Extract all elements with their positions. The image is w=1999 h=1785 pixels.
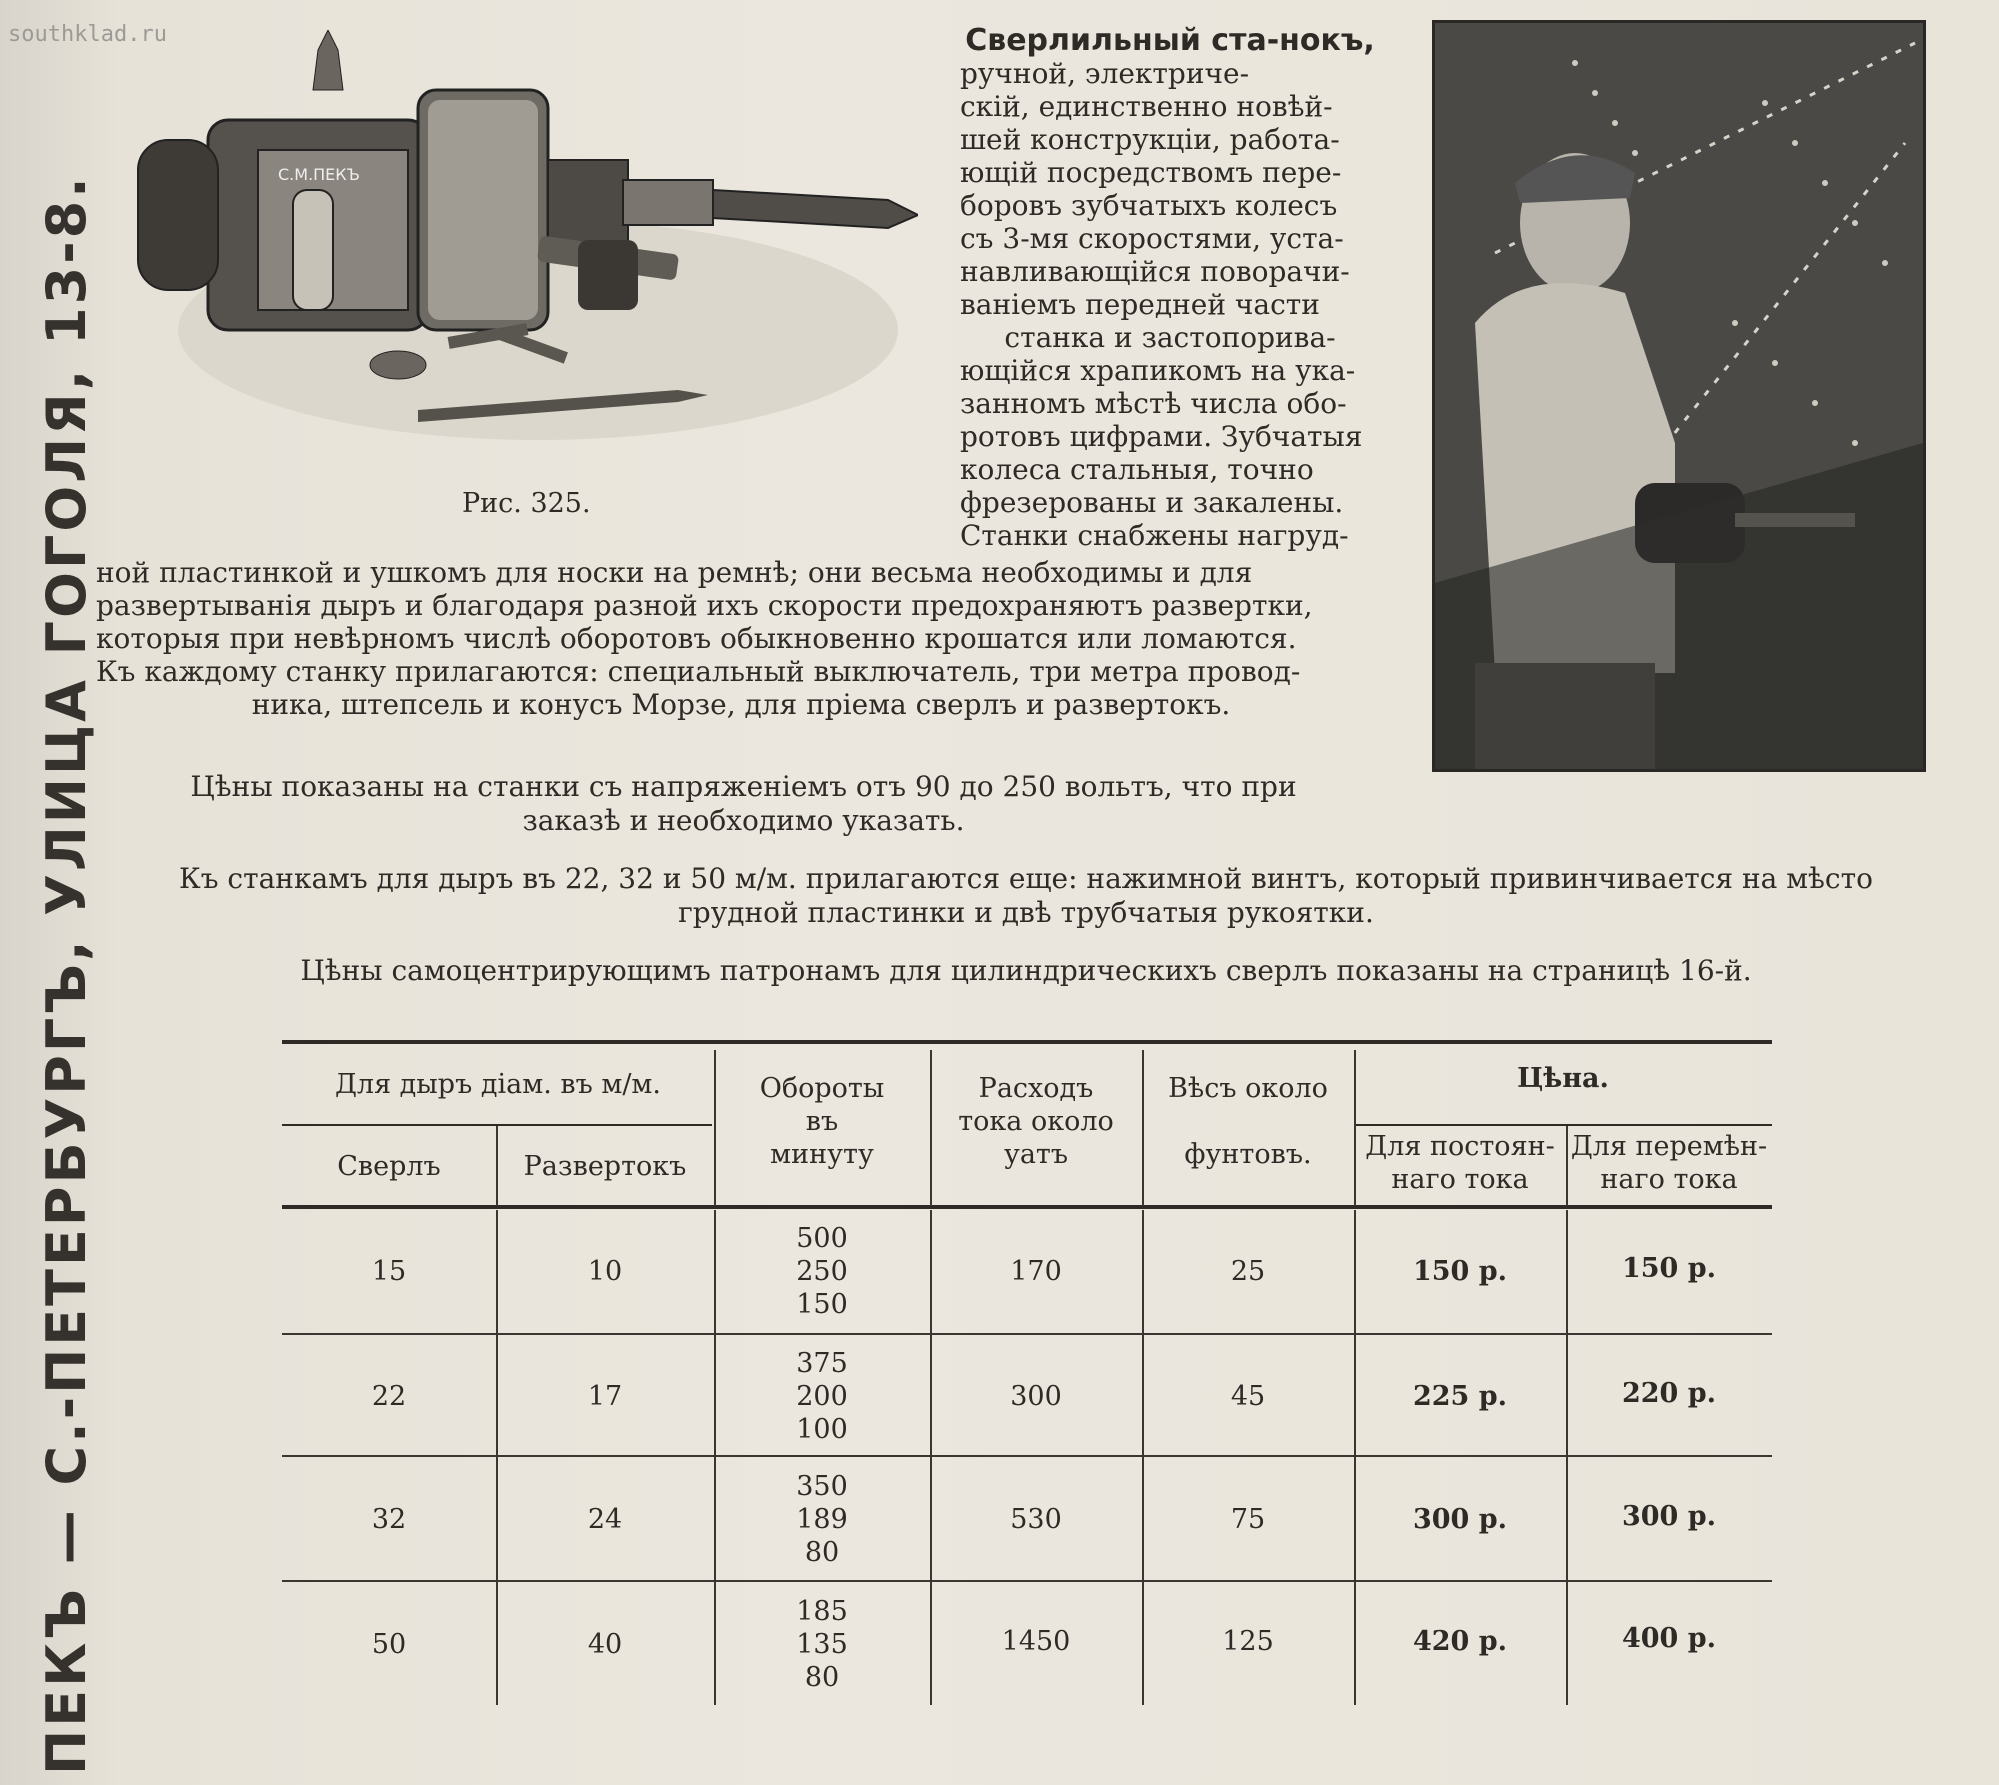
screw-note [96, 862, 1956, 930]
cell-price-ac: 400 р. [1621, 1623, 1717, 1654]
header-ac-line: Для перемѣн- [1570, 1131, 1768, 1162]
cell-price-dc: 150 р. [1412, 1256, 1508, 1287]
description-wide-block [96, 556, 1386, 721]
cell-rpm-value: 189 [796, 1504, 848, 1535]
row-separator [282, 1455, 1772, 1457]
worker-photo [1432, 20, 1926, 772]
table-top-rule [282, 1040, 1772, 1044]
header-weight [1142, 1072, 1354, 1171]
header-current-line: уатъ [1003, 1139, 1069, 1170]
screw-note-line: Къ станкамъ для дыръ въ 22, 32 и 50 м/м. прилагаются еще: нажимной винтъ, который привинчивается на мѣсто [179, 862, 1873, 895]
drill-machine-illustration [118, 30, 918, 470]
desc-line: фрезерованы и закалены. [960, 486, 1344, 519]
figure-caption: Рис. 325. [462, 488, 591, 519]
description-title-line [960, 24, 1380, 57]
cell-weight: 45 [1230, 1381, 1266, 1412]
header-rpm [714, 1072, 930, 1171]
cell-rpm [714, 1470, 930, 1569]
sidebar-address: ПЕКЪ — С.-ПЕТЕРБУРГЪ, УЛИЦА ГОГОЛЯ, 13-8. [35, 174, 98, 1775]
cell-rpm-value: 500 [796, 1223, 848, 1254]
desc-wide-line: Къ каждому станку прилагаются: специальный выключатель, три метра провод- [96, 655, 1301, 688]
header-hole-group: Для дыръ діам. въ м/м. [334, 1069, 662, 1100]
header-rpm-line: въ [805, 1106, 839, 1137]
voltage-note-line: Цѣны показаны на станки съ напряженіемъ отъ 90 до 250 вольтъ, что при [190, 770, 1297, 803]
cell-rpm-value: 200 [796, 1381, 848, 1412]
header-ac-line: наго тока [1600, 1164, 1738, 1195]
row-separator [282, 1333, 1772, 1335]
cell-price-dc: 225 р. [1412, 1381, 1508, 1412]
cell-drill: 50 [371, 1629, 407, 1660]
header-current [930, 1072, 1142, 1171]
cell-rpm-value: 135 [796, 1629, 848, 1660]
cell-rpm [714, 1347, 930, 1446]
desc-line: ющійся храпикомъ на ука- [960, 354, 1356, 387]
cell-watts: 170 [1010, 1256, 1062, 1287]
header-reamer: Развертокъ [523, 1151, 687, 1182]
voltage-note [96, 770, 1391, 838]
header-dc-line: наго тока [1391, 1164, 1529, 1195]
cell-reamer: 24 [587, 1504, 623, 1535]
desc-wide-line: которыя при невѣрномъ числѣ оборотовъ обыкновенно крошатся или ломаются. [96, 622, 1297, 655]
table-sub-rule-price [1356, 1124, 1772, 1126]
cell-watts: 530 [1010, 1504, 1062, 1535]
cell-reamer: 40 [587, 1629, 623, 1660]
cell-rpm-value: 375 [796, 1348, 848, 1379]
cell-rpm-value: 185 [796, 1596, 848, 1627]
cell-price-ac: 220 р. [1621, 1378, 1717, 1409]
cell-drill: 22 [371, 1381, 407, 1412]
voltage-note-line: заказѣ и необходимо указать. [522, 804, 965, 837]
cell-rpm-value: 350 [796, 1471, 848, 1502]
header-drill: Сверлъ [337, 1151, 441, 1182]
header-weight-line: фунтовъ. [1184, 1139, 1312, 1170]
chucks-note: Цѣны самоцентрирующимъ патронамъ для цилиндрическихъ сверлъ показаны на страницѣ 16-й. [300, 954, 1752, 987]
header-dc-line: Для постоян- [1365, 1131, 1555, 1162]
cell-rpm-value: 80 [804, 1537, 840, 1568]
desc-line: Станки снабжены нагруд- [960, 519, 1349, 552]
cell-watts: 300 [1010, 1381, 1062, 1412]
header-weight-line: Вѣсъ около [1168, 1073, 1328, 1104]
cell-rpm-value: 150 [796, 1289, 848, 1320]
desc-line: навливающійся поворачи- [960, 255, 1350, 288]
desc-line: ваніемъ передней части [960, 288, 1320, 321]
desc-line: шей конструкціи, работа- [960, 123, 1340, 156]
desc-line: скій, единственно новѣй- [960, 90, 1333, 123]
cell-price-dc: 300 р. [1412, 1504, 1508, 1535]
cell-rpm-value: 100 [796, 1414, 848, 1445]
cell-rpm-value: 80 [804, 1662, 840, 1693]
desc-line: ручной, электриче- [960, 57, 1250, 90]
desc-line: ротовъ цифрами. Зубчатыя [960, 420, 1363, 453]
desc-wide-line: ной пластинкой и ушкомъ для носки на ремнѣ; они весьма необходимы и для [96, 556, 1253, 589]
watermark: southklad.ru [8, 22, 167, 47]
machine-plate: С.М.ПЕКЪ [278, 165, 360, 184]
cell-watts: 1450 [1001, 1626, 1071, 1657]
price-table [282, 1040, 1772, 1705]
cell-weight: 75 [1230, 1504, 1266, 1535]
desc-line: съ 3-мя скоростями, уста- [960, 222, 1344, 255]
cell-rpm [714, 1595, 930, 1694]
cell-price-dc: 420 р. [1412, 1626, 1508, 1657]
header-rpm-line: Обороты [759, 1073, 885, 1104]
header-current-line: Расходъ [978, 1073, 1094, 1104]
desc-line: занномъ мѣстѣ числа обо- [960, 387, 1347, 420]
header-dc [1354, 1130, 1566, 1196]
desc-wide-line: ника, штепсель и конусъ Морзе, для пріема сверлъ и развертокъ. [251, 688, 1231, 721]
cell-rpm [714, 1222, 930, 1321]
cell-reamer: 10 [587, 1256, 623, 1287]
screw-note-line: грудной пластинки и двѣ трубчатыя рукоятки. [678, 896, 1374, 929]
header-rpm-line: минуту [770, 1139, 874, 1170]
description-right-column [960, 24, 1380, 552]
row-separator [282, 1580, 1772, 1582]
cell-drill: 32 [371, 1504, 407, 1535]
cell-rpm-value: 250 [796, 1256, 848, 1287]
cell-reamer: 17 [587, 1381, 623, 1412]
desc-wide-line: развертыванія дыръ и благодаря разной ихъ скорости предохраняютъ развертки, [96, 589, 1313, 622]
description-title: Сверлильный ста-нокъ, [965, 23, 1375, 58]
table-header-rule [282, 1205, 1772, 1209]
cell-price-ac: 150 р. [1621, 1253, 1717, 1284]
desc-line: колеса стальныя, точно [960, 453, 1314, 486]
header-price-group: Цѣна. [1517, 1063, 1609, 1094]
desc-line: ющій посредствомъ пере- [960, 156, 1342, 189]
desc-line: станка и застопорива- [1004, 321, 1336, 354]
cell-weight: 125 [1222, 1626, 1274, 1657]
header-current-line: тока около [958, 1106, 1114, 1137]
cell-drill: 15 [371, 1256, 407, 1287]
header-ac [1566, 1130, 1772, 1196]
cell-price-ac: 300 р. [1621, 1501, 1717, 1532]
desc-line: боровъ зубчатыхъ колесъ [960, 189, 1338, 222]
cell-weight: 25 [1230, 1256, 1266, 1287]
